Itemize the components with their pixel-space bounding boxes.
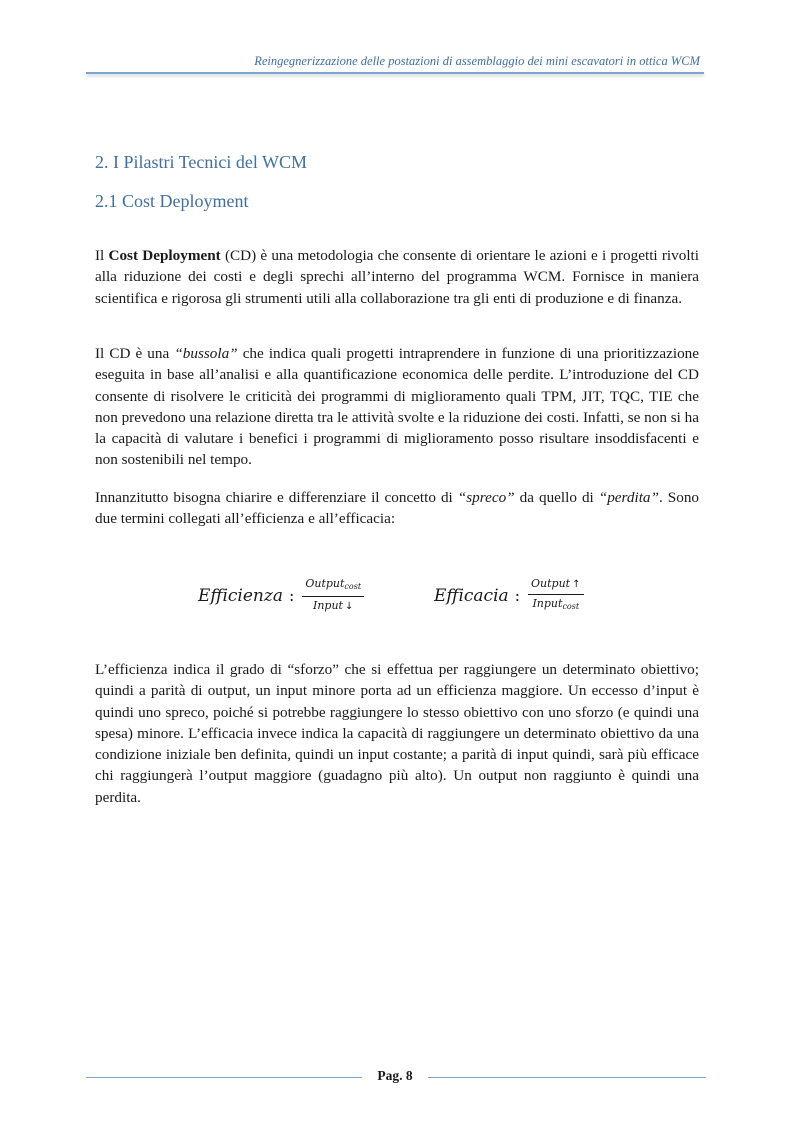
running-header: Reingegnerizzazione delle postazioni di assemblaggio dei mini escavatori in ottica WCM: [254, 54, 700, 68]
paragraph-bussola: [95, 343, 699, 481]
arrow-down-icon: ↓: [344, 601, 354, 612]
fraction: [302, 577, 364, 614]
header-rule: [86, 72, 704, 74]
paragraph-text: che indica quali progetti intraprendere in funzione di una prioritizzazione eseguita in base all’analisi e alla quantificazione economica delle perdite. L’introduzione del CD consente di risolvere le criticità dei programmi di miglioramento quali TPM, JIT, TQC, TIE che non prevedono una relazione diretta tra le attività svolte e la riduzione dei costi. Infatti, se non si ha la capacità di valutare i benefici i programmi di miglioramento posso risultare insoddisfacenti e non sostenibili nel tempo.: [95, 345, 699, 469]
section-heading: 2.1 Cost Deployment: [95, 191, 249, 211]
formula-colon: :: [514, 586, 521, 605]
footer-rule-right: [428, 1077, 706, 1078]
paragraph-text: L’efficienza indica il grado di “sforzo” che si effettua per raggiungere un determinato obiettivo; quindi a parità di output, un input minore porta ad un efficienza maggiore. Un eccesso d’input è quindi uno spreco, poiché si potrebbe raggiungere lo stesso obiettivo con uno sforzo (e quindi una spesa) minore. L’efficacia invece indica la capacità di raggiungere un determinato obiettivo da una condizione iniziale ben definita, quindi un input costante; a parità di input quindi, sarà più efficace chi raggiungerà l’output maggiore (guadagno più alto). Un output non raggiunto è quindi una perdita.: [95, 661, 699, 806]
formula-name: Efficienza: [198, 585, 283, 606]
paragraph-spreco-perdita: [95, 487, 699, 540]
paragraph-text: Il CD è una: [95, 345, 175, 362]
bold-term: Cost Deployment: [108, 247, 221, 264]
fraction-numerator: Output$_{cost}$: [302, 577, 364, 597]
formula-efficienza: [198, 577, 364, 614]
fraction: [528, 577, 583, 614]
formula-name: Efficacia: [434, 585, 509, 606]
formula-colon: :: [288, 586, 295, 605]
paragraph-text: da quello di: [514, 489, 599, 506]
paragraph-text: Il: [95, 247, 109, 264]
paragraph-text: (CD) è una metodologia che consente di orientare le azioni e i progetti rivolti alla riduzione dei costi e degli sprechi all’interno del programma WCM. Fornisce in maniera scientifica e rigorosa gli strumenti utili alla collaborazione tra gli enti di produzione e di finanza.: [95, 247, 699, 307]
footer-rule-left: [86, 1077, 362, 1078]
arrow-up-icon: ↑: [572, 579, 581, 590]
paragraph-efficienza-efficacia: [95, 659, 699, 818]
fraction-denominator: Input ↓: [313, 599, 354, 612]
italic-term: “bussola”: [174, 345, 238, 362]
italic-term: “spreco”: [457, 489, 515, 506]
paragraph-text: Innanzitutto bisogna chiarire e differenziare il concetto di: [95, 489, 458, 506]
fraction-numerator: Output ↑: [528, 577, 583, 595]
paragraph-cost-deployment-intro: [95, 245, 699, 319]
formula-efficacia: [434, 577, 584, 614]
chapter-heading: 2. I Pilastri Tecnici del WCM: [95, 152, 308, 172]
italic-term: “perdita”: [598, 489, 659, 506]
formula-row: [95, 577, 699, 617]
fraction-denominator: Input$_{cost}$: [532, 597, 580, 611]
page-number: Pag. 8: [377, 1068, 413, 1083]
paragraph-text: . Sono due termini collegati all’efficienza e all’efficacia:: [95, 489, 700, 528]
